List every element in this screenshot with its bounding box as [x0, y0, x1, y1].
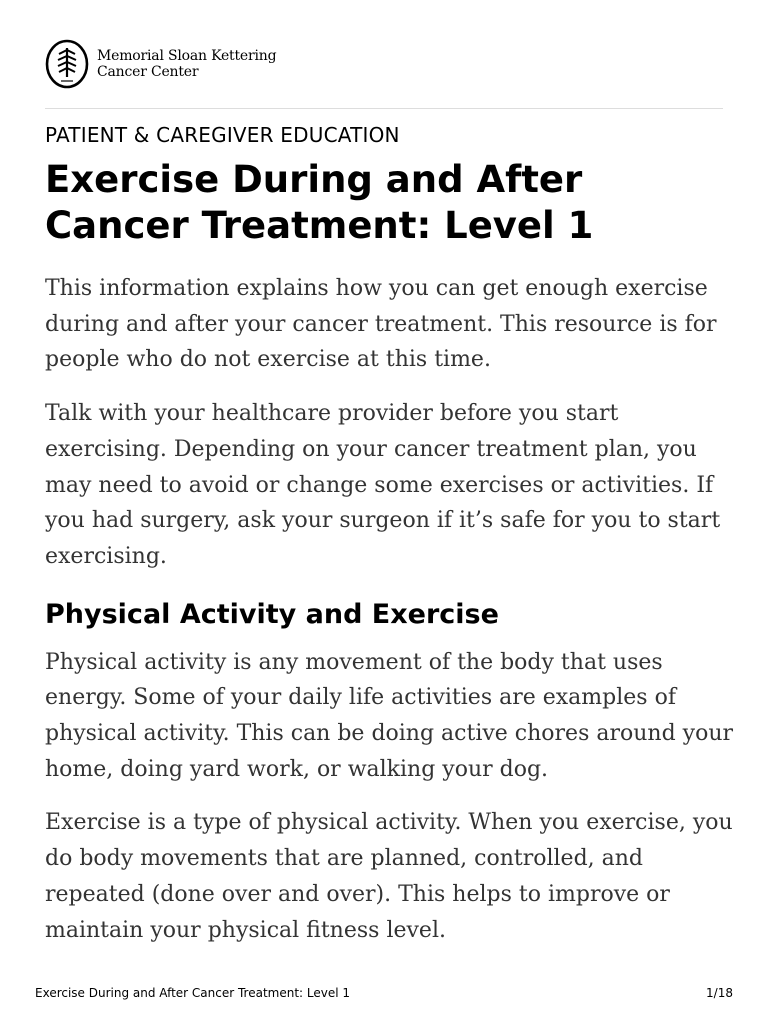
footer-doc-title: Exercise During and After Cancer Treatment: Level 1 [35, 986, 351, 1000]
page-footer [35, 985, 733, 1001]
exercise-definition-paragraph: Exercise is a type of physical activity. When you exercise, you do body movements that are planned, controlled, and repeated (done over and over). This helps to improve or maintain your physical fitness level. [45, 810, 733, 943]
msk-logo-icon [45, 39, 89, 89]
eyebrow-label: PATIENT & CAREGIVER EDUCATION [45, 123, 400, 147]
provider-advice-paragraph: Talk with your healthcare provider before you start exercising. Depending on your cancer treatment plan, you may need to avoid or change some exercises or activities. If you had surgery, ask your surgeon if it’s safe for you to start exercising. [45, 401, 721, 569]
page-header [45, 38, 276, 90]
header-divider [45, 108, 723, 109]
page-number: 1/18 [706, 986, 733, 1000]
org-name [97, 48, 276, 80]
org-name-line1: Memorial Sloan Kettering [97, 48, 277, 64]
main-content [45, 271, 735, 966]
physical-activity-paragraph: Physical activity is any movement of the body that uses energy. Some of your daily life activities are examples of physical activity. This can be doing active chores around your home, doing yard work, or walking your dog. [45, 649, 734, 782]
org-name-line2: Cancer Center [97, 64, 199, 80]
section-heading: Physical Activity and Exercise [45, 598, 499, 630]
page-title: Exercise During and After Cancer Treatment: Level 1 [45, 158, 594, 247]
intro-paragraph: This information explains how you can get enough exercise during and after your cancer treatment. This resource is for people who do not exercise at this time. [45, 276, 717, 373]
